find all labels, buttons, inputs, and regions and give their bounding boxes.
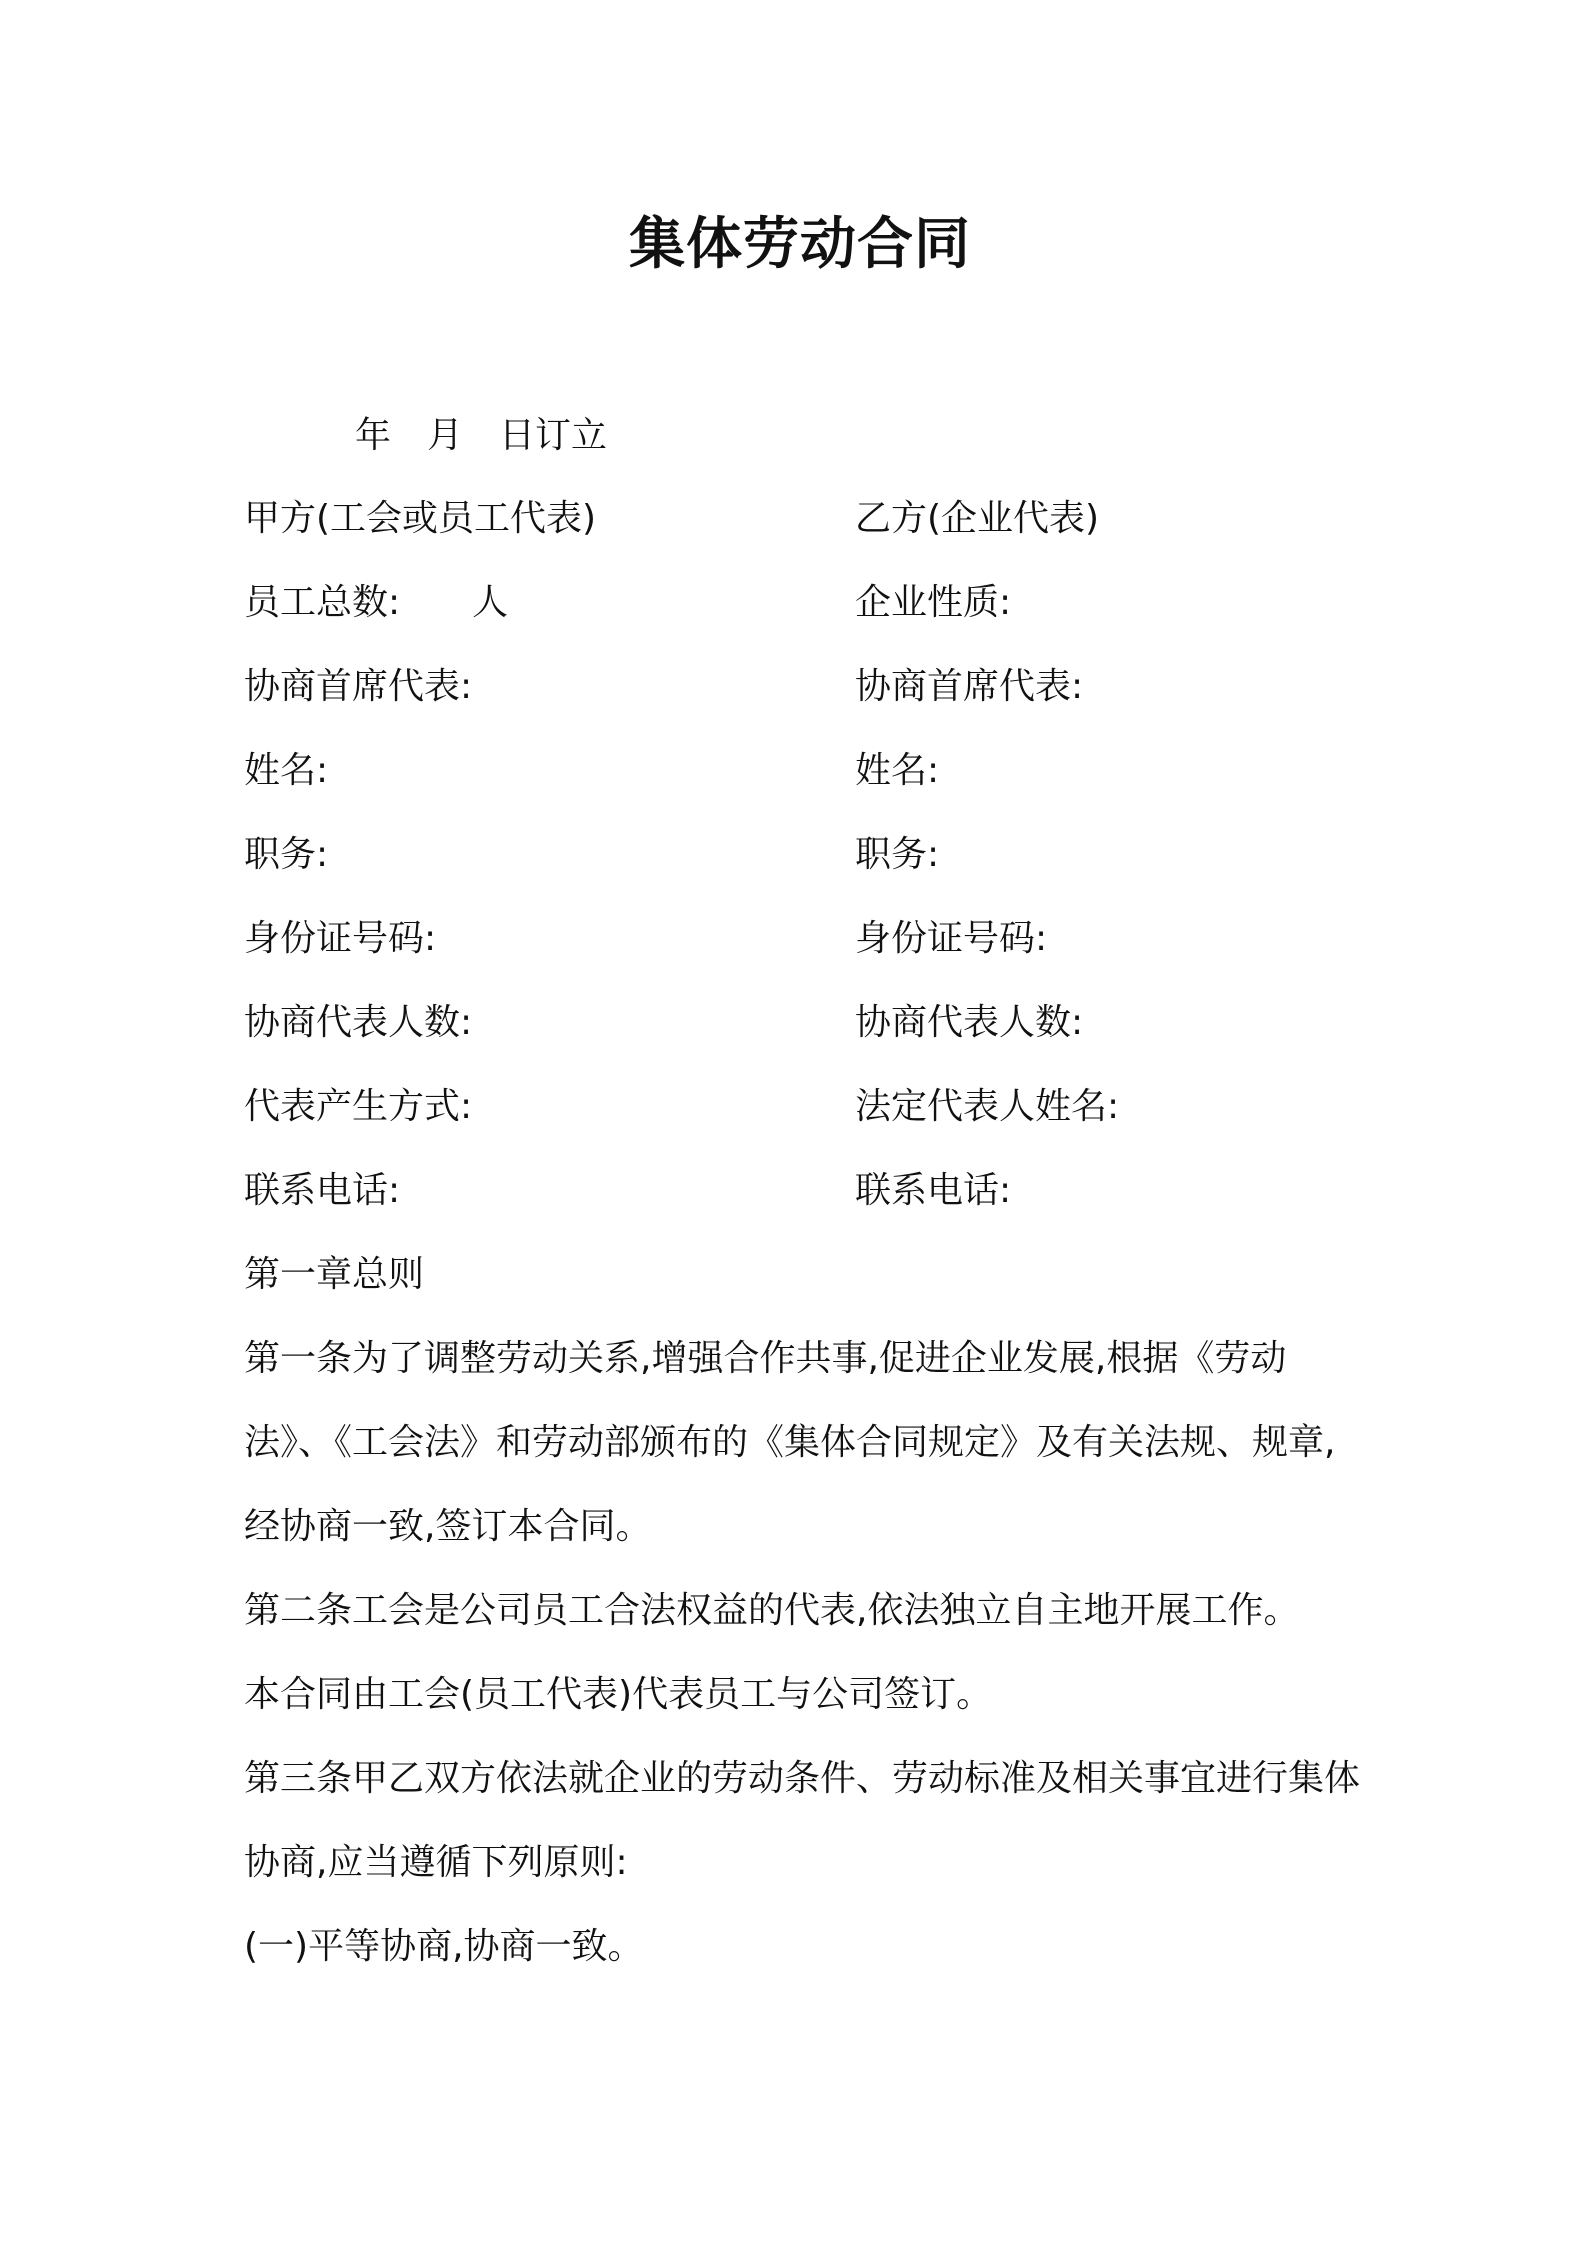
party-b-legal-rep-name: 法定代表人姓名:	[855, 1086, 1120, 1127]
party-a-name: 姓名:	[244, 750, 329, 791]
party-b-id-number: 身份证号码:	[855, 918, 1048, 959]
party-a-chief-rep: 协商首席代表:	[244, 666, 473, 707]
party-b-name: 姓名:	[855, 750, 940, 791]
party-a-rep-method: 代表产生方式:	[244, 1086, 473, 1127]
date-line: 年 月 日订立	[355, 415, 608, 456]
party-a-position: 职务:	[244, 834, 329, 875]
party-a-id-number: 身份证号码:	[244, 918, 437, 959]
party-b-rep-count: 协商代表人数:	[855, 1002, 1084, 1043]
article-2-paragraph: 第二条工会是公司员工合法权益的代表,依法独立自主地开展工作。	[244, 1590, 1300, 1631]
party-a-employee-count: 员工总数: 人	[244, 582, 509, 623]
article-1-paragraph: 第一条为了调整劳动关系,增强合作共事,促进企业发展,根据《劳动法》、《工会法》和劳动部颁布的《集体合同规定》及有关法规、规章,经协商一致,签订本合同。	[244, 1338, 1336, 1547]
document-title: 集体劳动合同	[629, 212, 971, 277]
party-b-chief-rep: 协商首席代表:	[855, 666, 1084, 707]
party-a-rep-count: 协商代表人数:	[244, 1002, 473, 1043]
party-b-header: 乙方(企业代表)	[855, 498, 1100, 539]
party-a-header: 甲方(工会或员工代表)	[244, 498, 597, 539]
article-2-continuation: 本合同由工会(员工代表)代表员工与公司签订。	[244, 1674, 993, 1715]
party-a-phone: 联系电话:	[244, 1170, 401, 1211]
party-b-enterprise-type: 企业性质:	[855, 582, 1012, 623]
chapter-heading: 第一章总则	[244, 1254, 425, 1295]
article-3-paragraph: 第三条甲乙双方依法就企业的劳动条件、劳动标准及相关事宜进行集体协商,应当遵循下列原则:	[244, 1758, 1361, 1883]
party-b-phone: 联系电话:	[855, 1170, 1012, 1211]
principle-1: (一)平等协商,协商一致。	[244, 1926, 644, 1967]
party-b-position: 职务:	[855, 834, 940, 875]
